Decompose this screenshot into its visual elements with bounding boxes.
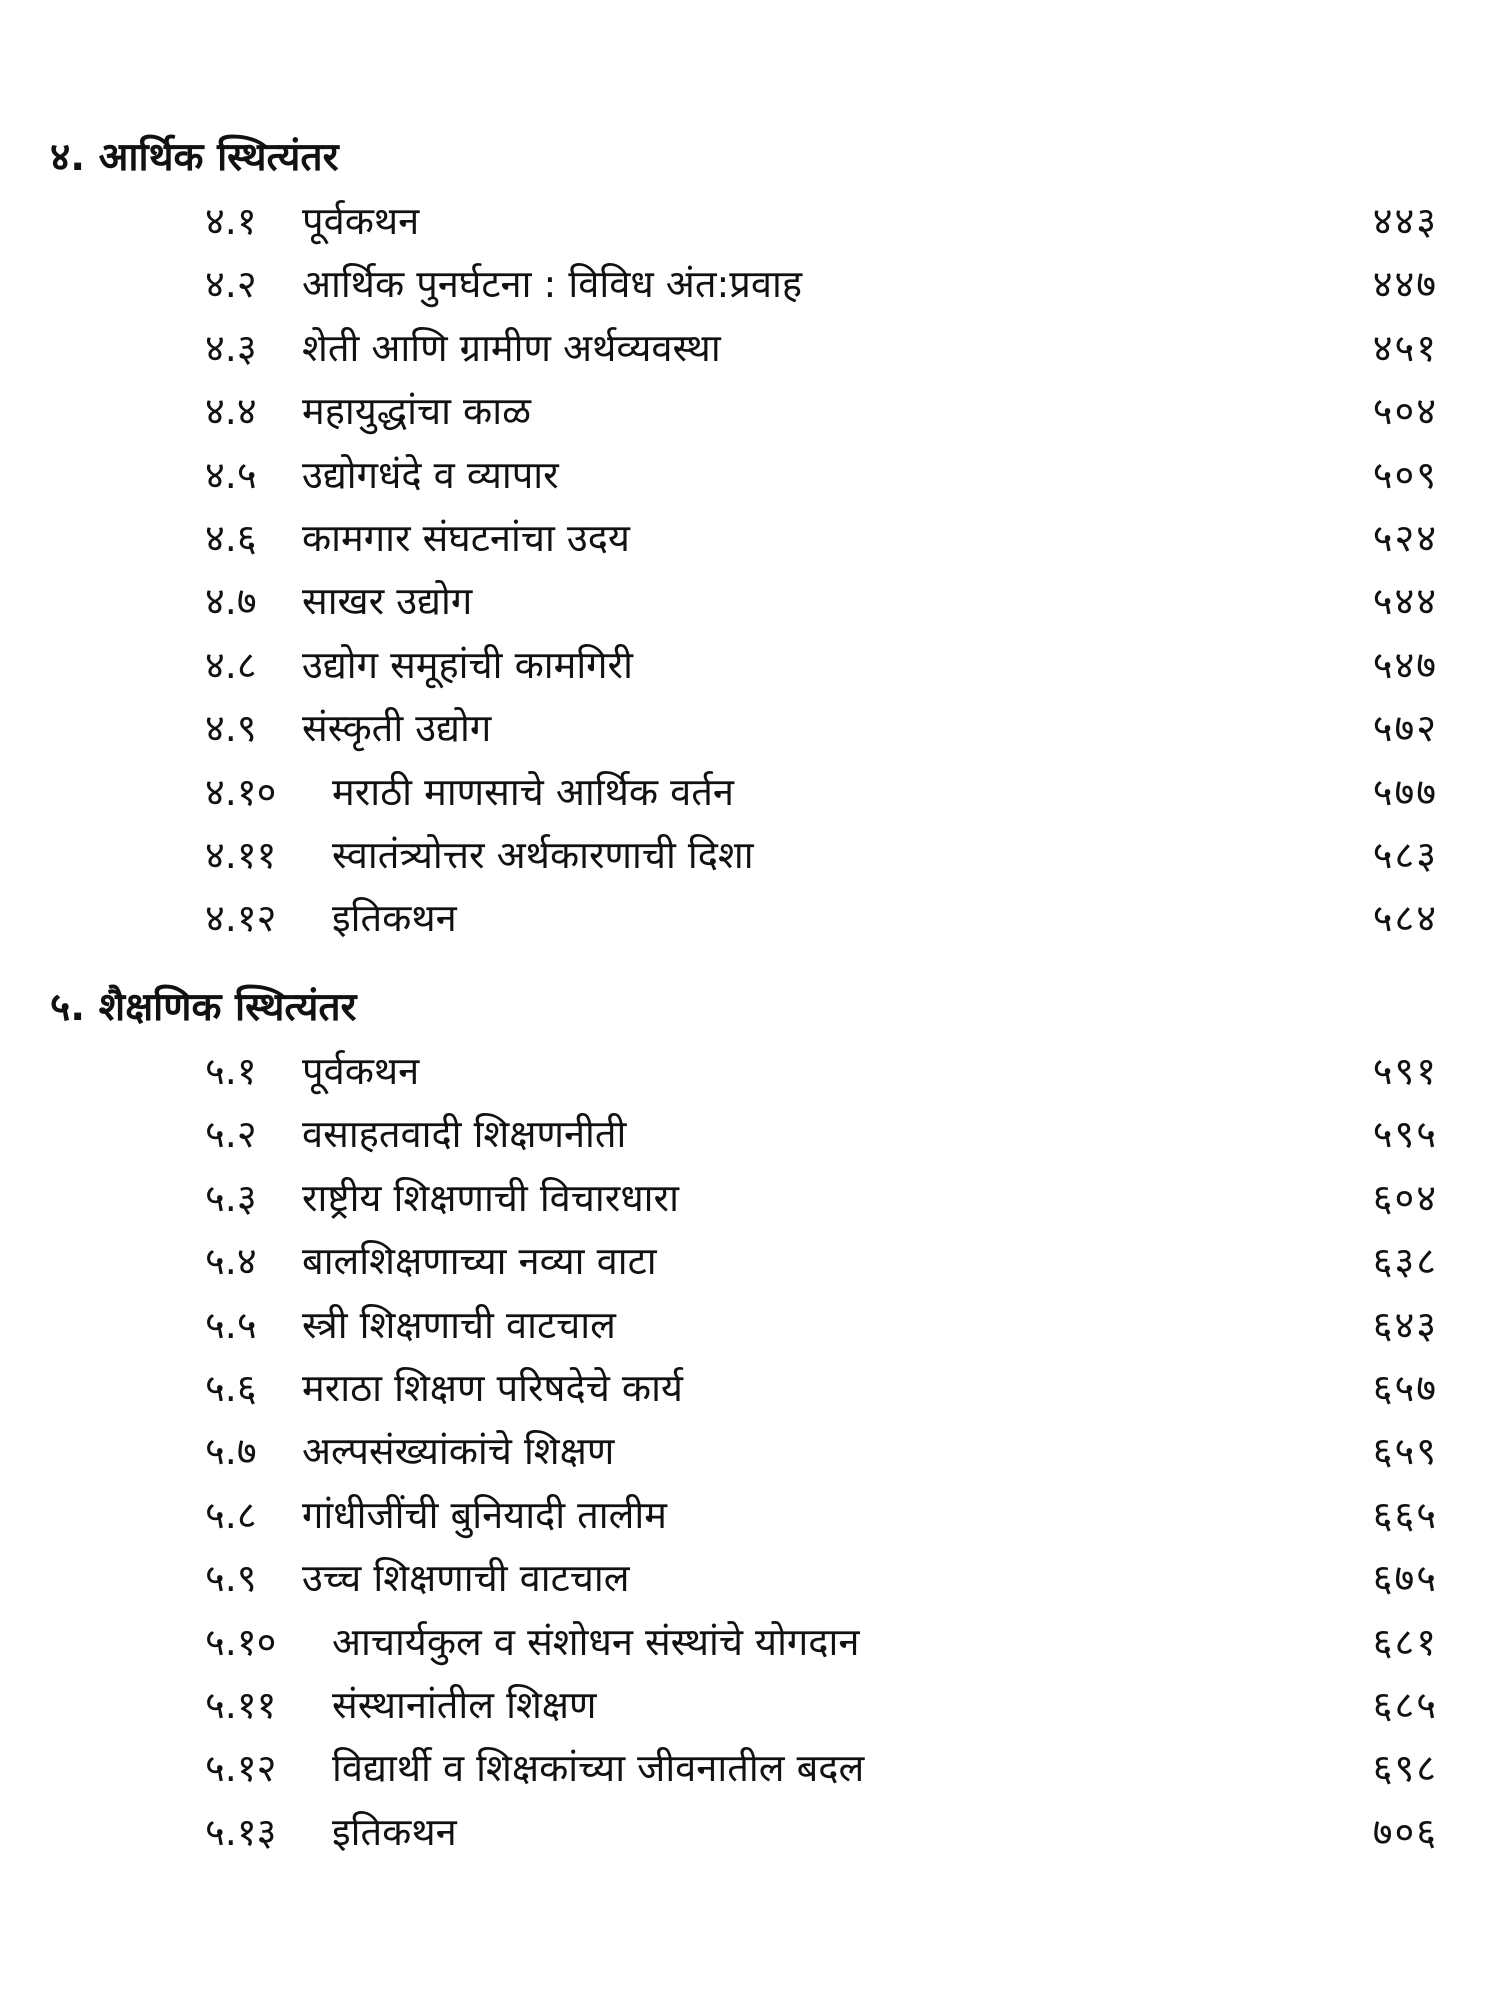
entry-number: ५.१२ [205,1746,277,1791]
entry-number: ५.११ [205,1682,277,1727]
toc-entry [0,1103,1500,1166]
entry-title: स्वातंत्र्योत्तर अर्थकारणाची दिशा [332,832,754,877]
entry-title: पूर्वकथन [302,1049,420,1093]
entry-page-number: ५४४ [1372,579,1438,624]
entry-page-number: ५८३ [1372,832,1438,877]
toc-entry [0,570,1500,633]
entry-title: उद्योगधंदे व व्यापार [302,452,559,497]
toc-entry [0,1801,1500,1864]
toc-entry [0,1040,1500,1103]
entry-number: ४.११ [205,832,277,877]
entry-title: साखर उद्योग [302,579,473,624]
entry-title: पूर्वकथन [302,199,420,243]
entry-title: कामगार संघटनांचा उदय [302,515,630,560]
toc-entry [0,1737,1500,1800]
toc-entry [0,1547,1500,1610]
entry-page-number: ५७२ [1372,706,1438,751]
entry-page-number: ५०९ [1372,452,1438,497]
entry-number: ४.१ [205,199,257,243]
entry-page-number: ६६५ [1372,1492,1438,1537]
toc-entry [0,1230,1500,1293]
entry-page-number: ५०४ [1372,389,1438,434]
toc-entry [0,1611,1500,1674]
entry-title: स्त्री शिक्षणाची वाटचाल [302,1302,616,1347]
toc-entry [0,380,1500,443]
entry-number: ५.१० [205,1619,277,1664]
toc-entry [0,1294,1500,1357]
entry-number: ५.४ [205,1239,257,1284]
entry-number: ४.१० [205,769,277,814]
toc-entry [0,190,1500,253]
entry-page-number: ६७५ [1372,1556,1438,1601]
entry-title: उच्च शिक्षणाची वाटचाल [302,1556,630,1601]
section-heading: ४. आर्थिक स्थित्यंतर [50,135,339,180]
entry-number: ५.८ [205,1492,257,1537]
entry-number: ५.२ [205,1112,257,1157]
entry-number: ४.३ [205,325,257,370]
toc-entry [0,1167,1500,1230]
toc-entry [0,634,1500,697]
entry-number: ४.८ [205,642,257,687]
entry-number: ४.६ [205,515,257,560]
entry-title: बालशिक्षणाच्या नव्या वाटा [302,1239,657,1284]
entry-title: आचार्यकुल व संशोधन संस्थांचे योगदान [332,1619,860,1664]
entry-number: ५.१३ [205,1809,277,1854]
entry-page-number: ५९५ [1372,1112,1438,1157]
toc-entry [0,253,1500,316]
toc-entry [0,1674,1500,1737]
section-heading: ५. शैक्षणिक स्थित्यंतर [50,985,357,1030]
entry-page-number: ६८५ [1372,1682,1438,1727]
entry-page-number: ६५९ [1372,1429,1438,1474]
toc-list [0,1040,1500,1864]
entry-page-number: ४४३ [1372,199,1438,243]
entry-number: ५.९ [205,1556,257,1601]
entry-page-number: ६४३ [1372,1302,1438,1347]
entry-number: ५.६ [205,1365,257,1410]
entry-page-number: ६५७ [1372,1365,1438,1410]
entry-title: महायुद्धांचा काळ [302,389,531,434]
entry-number: ४.७ [205,579,257,624]
entry-page-number: ४५१ [1372,325,1438,370]
toc-entry [0,1484,1500,1547]
entry-title: राष्ट्रीय शिक्षणाची विचारधारा [302,1175,679,1220]
entry-page-number: ६३८ [1372,1239,1438,1284]
toc-entry [0,317,1500,380]
toc-entry [0,824,1500,887]
entry-number: ५.१ [205,1049,257,1093]
entry-title: उद्योग समूहांची कामगिरी [302,642,633,687]
entry-page-number: ५२४ [1372,515,1438,560]
toc-list [0,190,1500,951]
entry-number: ४.२ [205,262,257,307]
entry-page-number: ६०४ [1372,1175,1438,1220]
toc-entry [0,761,1500,824]
entry-number: ४.५ [205,452,257,497]
entry-title: आर्थिक पुनर्घटना : विविध अंत:प्रवाह [302,262,803,307]
entry-page-number: ५४७ [1372,642,1438,687]
entry-title: गांधीजींची बुनियादी तालीम [302,1492,667,1537]
entry-title: मराठी माणसाचे आर्थिक वर्तन [332,769,734,814]
entry-page-number: ५९१ [1372,1049,1438,1093]
entry-number: ५.३ [205,1175,257,1220]
entry-title: अल्पसंख्यांकांचे शिक्षण [302,1429,615,1474]
toc-entry [0,507,1500,570]
entry-title: मराठा शिक्षण परिषदेचे कार्य [302,1365,683,1410]
entry-number: ५.५ [205,1302,257,1347]
entry-page-number: ५७७ [1372,769,1438,814]
toc-entry [0,1420,1500,1483]
toc-entry [0,1357,1500,1420]
toc-entry [0,697,1500,760]
entry-number: ४.९ [205,706,257,751]
entry-page-number: ७०६ [1372,1809,1438,1854]
entry-number: ४.४ [205,389,257,434]
entry-number: ५.७ [205,1429,257,1474]
toc-entry [0,444,1500,507]
entry-title: शेती आणि ग्रामीण अर्थव्यवस्था [302,325,721,370]
entry-page-number: ५८४ [1372,896,1438,941]
entry-title: इतिकथन [332,1809,457,1854]
entry-number: ४.१२ [205,896,277,941]
entry-title: इतिकथन [332,896,457,941]
entry-page-number: ४४७ [1372,262,1438,307]
toc-entry [0,887,1500,950]
entry-page-number: ६८१ [1372,1619,1438,1664]
entry-title: संस्थानांतील शिक्षण [332,1682,597,1727]
entry-title: संस्कृती उद्योग [302,706,492,751]
entry-title: वसाहतवादी शिक्षणनीती [302,1112,627,1157]
entry-title: विद्यार्थी व शिक्षकांच्या जीवनातील बदल [332,1746,865,1791]
entry-page-number: ६९८ [1372,1746,1438,1791]
